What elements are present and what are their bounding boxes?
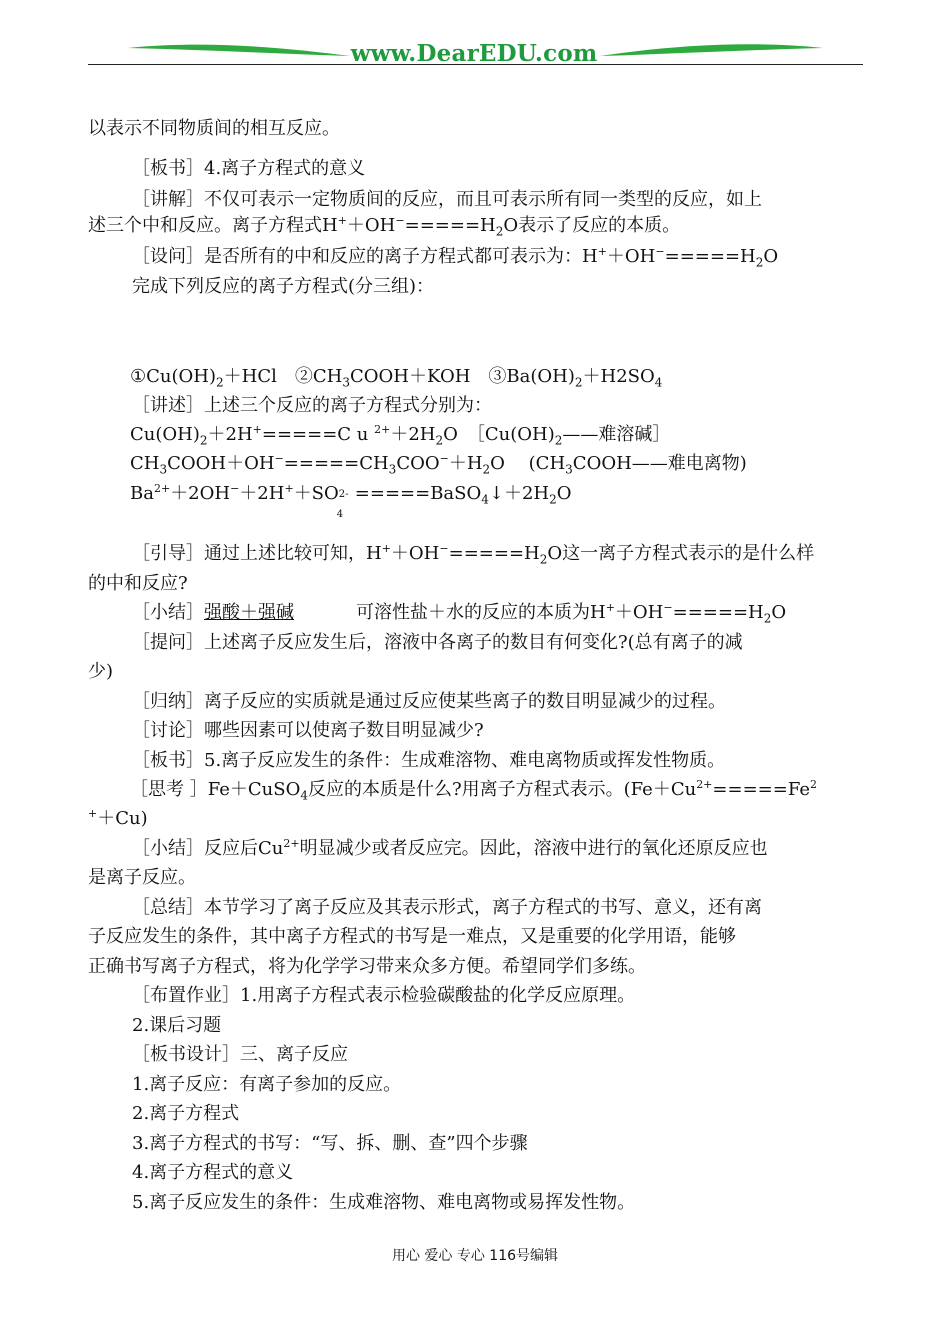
header-divider	[88, 64, 863, 65]
text-line: 正确书写离子方程式，将为化学学习带来众多方便。希望同学们多练。	[88, 956, 646, 977]
text-line: ［提问］上述离子反应发生后，溶液中各离子的数目有何变化?(总有离子的减	[132, 632, 743, 653]
text-line: ［讲述］上述三个反应的离子方程式分别为：	[132, 395, 492, 416]
text-line: ［小结］反应后$Cu^{2+}$明显减少或者反应完。因此，溶液中进行的氧化还原反应也	[132, 837, 768, 859]
text-line: ［设问］是否所有的中和反应的离子方程式都可表示为：$H^++OH^-=====H_2O$	[132, 245, 779, 270]
text-line: $Cu(OH)_2+2H^+=====C$ u $^{2+}+2H_2O$ $[Cu(OH)_2——$难溶碱］	[130, 423, 671, 448]
text-line: 2.离子方程式	[132, 1103, 240, 1124]
text-line: 3.离子方程式的书写：“写、拆、删、查”四个步骤	[132, 1133, 528, 1154]
text-line: $①Cu(OH)_2+HCl$ $②CH_3COOH+KOH$ $③Ba(OH)_2+H2SO_4$	[130, 366, 663, 390]
text-line: 少)	[88, 661, 114, 682]
page-header	[88, 36, 863, 76]
text-line: 述三个中和反应。离子方程式$H^++OH^-=====H_2O$表示了反应的本质。	[88, 214, 681, 239]
text-line: ［板书］5.离子反应发生的条件：生成难溶物、难电离物质或挥发性物质。	[132, 750, 726, 771]
text-line: 4.离子方程式的意义	[132, 1162, 294, 1183]
site-logo: www.DearEDU.com	[350, 40, 598, 67]
text-line: ［思考 ］Fe＋CuSO$_4$反应的本质是什么?用离子方程式表示。($Fe+Cu^{2+}=====Fe^2$	[130, 778, 817, 803]
text-line: ［板书设计］三、离子反应	[132, 1044, 348, 1065]
text-line: 是离子反应。	[88, 867, 196, 888]
text-line: 完成下列反应的离子方程式(分三组)：	[132, 276, 435, 297]
text-line: 子反应发生的条件，其中离子方程式的书写是一难点，又是重要的化学用语，能够	[88, 926, 736, 947]
text-line: $CH_3COOH+OH^-=====CH_3COO^-+H_2O$ ($CH_3COOH——$难电离物)	[130, 452, 747, 477]
text-line: ［讲解］不仅可表示一定物质间的反应，而且可表示所有同一类型的反应，如上	[132, 189, 762, 210]
text-line: 的中和反应?	[88, 573, 188, 594]
text-line: 1.离子反应：有离子参加的反应。	[132, 1074, 402, 1095]
text-line: ［布置作业］1.用离子方程式表示检验碳酸盐的化学反应原理。	[132, 985, 636, 1006]
page-footer: 用心 爱心 专心 116号编辑	[391, 1248, 559, 1264]
text-line: +＋Cu)	[88, 807, 148, 829]
text-line: 以表示不同物质间的相互反应。	[88, 118, 340, 139]
text-line: $Ba^{2+}+2OH^-+2H^++SO$ 2- 4 $=====BaSO_4↓+2H_2O$	[130, 482, 572, 520]
text-line: ［总结］本节学习了离子反应及其表示形式，离子方程式的书写、意义，还有离	[132, 897, 762, 918]
text-line: ［引导］通过上述比较可知，$H^++OH^-=====H_2O$这一离子方程式表示的是什么样	[132, 542, 815, 567]
text-line: 5.离子反应发生的条件：生成难溶物、难电离物或易挥发性物。	[132, 1192, 636, 1213]
sulfate-charge: 2- 4	[336, 489, 349, 520]
text-line: 2.课后习题	[132, 1015, 222, 1036]
text-line: ［讨论］哪些因素可以使离子数目明显减少?	[132, 720, 484, 741]
text-line: ［板书］4.离子方程式的意义	[132, 158, 366, 179]
text-line: ［小结］强酸＋强碱 可溶性盐＋水的反应的本质为$H^++OH^-=====H_2O$	[132, 601, 787, 626]
text-line: ［归纳］离子反应的实质就是通过反应使某些离子的数目明显减少的过程。	[132, 691, 726, 712]
